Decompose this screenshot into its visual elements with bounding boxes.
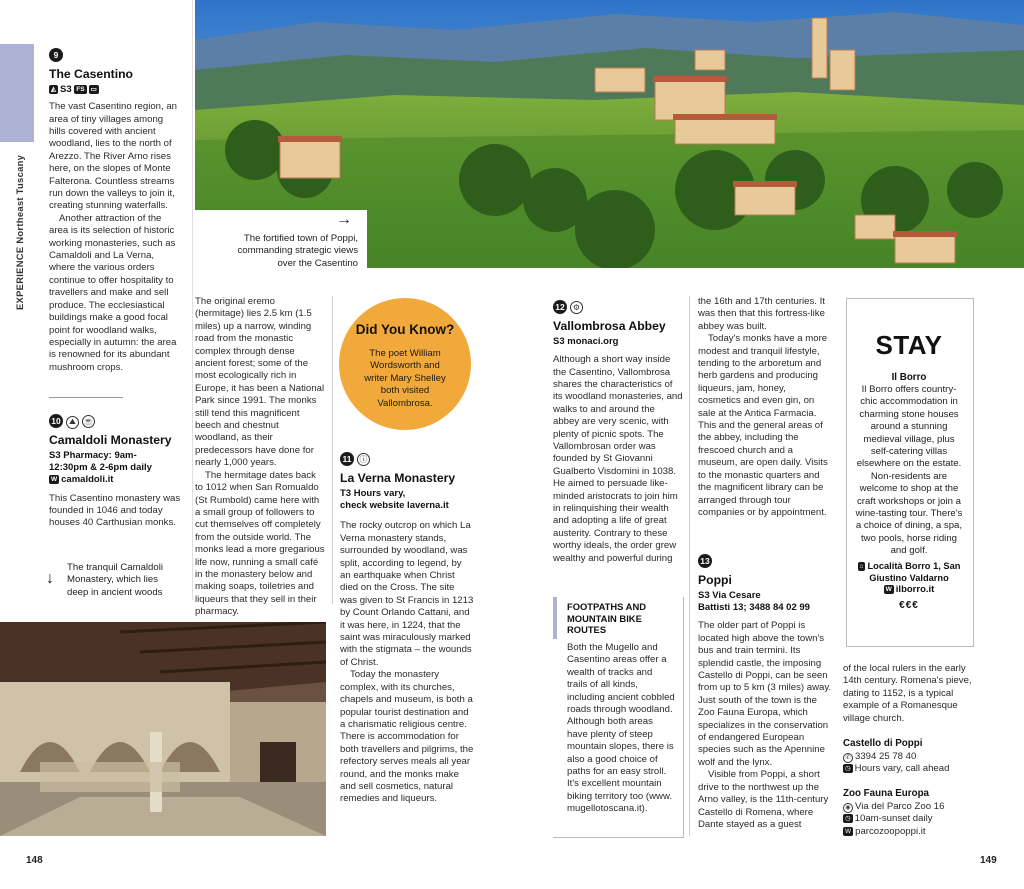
did-you-know-title: Did You Know? (355, 322, 455, 337)
stay-website-link[interactable]: W ilborro.it (885, 584, 935, 595)
stay-price: €€€ (899, 600, 919, 611)
section-label: EXPERIENCE Northeast Tuscany (14, 154, 25, 310)
info-line: 12:30pm & 2-6pm daily (49, 462, 152, 474)
caption-arrow-icon: ↓ (46, 570, 54, 587)
number-badge: 13 (698, 554, 712, 568)
section-title: La Verna Monastery (340, 471, 456, 485)
location-icon: ◉ (843, 803, 853, 813)
coffee-icon: ☕ (83, 417, 94, 426)
caption-arrow-icon: → (336, 211, 352, 228)
page-number-right: 149 (980, 855, 997, 866)
la-verna-section (340, 449, 474, 806)
body-text: The original eremo (hermitage) lies 2.5 km (1.5 miles) up a narrow, winding road from the monastic complex through dense ancient forest; some of the most ecologically rich in Europe, it has been a National Park since 1991. The monks still tend this magnificent beech and chestnut woodland, as their predecessors have done for nearly 1,000 years. The hermitage dates back to 1012 when San Romualdo (St Rumbold) came here with a small group of followers to cut themselves off completely from the outside world. The monks lead a more gregarious life now, running a small café in the monastery below and making soaps, toiletries and liqueurs that they sell in their pharmacy. (195, 296, 325, 618)
section-title: Camaldoli Monastery (49, 433, 172, 447)
body-text: This Casentino monastery was founded in 1046 and today houses 40 Carthusian monks. (49, 492, 181, 529)
side-tab (0, 44, 34, 142)
listing-title: Zoo Fauna Europa (843, 788, 929, 799)
body-text: of the local rulers in the early 14th century. Romena's pieve, dating to 1152, is a typical example of a Romanesque village church. (843, 663, 972, 724)
number-badge: 10 (49, 414, 63, 428)
phone-icon: ✆ (843, 753, 853, 763)
vallombrosa-section (553, 297, 683, 565)
divider (49, 397, 123, 398)
castello-listing (843, 738, 983, 776)
page-number-left: 148 (26, 855, 43, 866)
footpaths-title: FOOTPATHS AND MOUNTAIN BIKE ROUTES (567, 601, 646, 635)
column-rule (192, 0, 193, 600)
stay-text: Il Borro offers country-chic accommodation in charming stone houses around a stunning medieval village, plus self-catering villas elsewhere on the estate. Non-residents are welcome to shop at the craft workshops or join a wine-tasting tour. There's a choice of dining, a spa, two pools, horse riding and golf. (855, 384, 963, 557)
number-badge: 11 (340, 452, 354, 466)
listing-title: Castello di Poppi (843, 738, 923, 749)
section-title: Poppi (698, 573, 732, 587)
phone-info: ✆ 3394 25 78 40 (843, 751, 983, 763)
casentino-section (49, 45, 181, 374)
website-link[interactable]: W parcozoopoppi.it (845, 825, 926, 837)
hours-info: ◷ 10am-sunset daily (845, 813, 933, 825)
camaldoli-section (49, 411, 185, 530)
hours-info: ◷ Hours vary, call ahead (845, 763, 950, 775)
camaldoli-photo (0, 622, 326, 836)
address-info: ◉ Via del Parco Zoo 16 (843, 801, 983, 813)
info-line: Battisti 13; 3488 84 02 99 (698, 602, 810, 614)
bike-icon: ⚙ (570, 301, 583, 314)
website-link[interactable]: check website laverna.it (340, 500, 449, 512)
stay-address: ⌂ Località Borro 1, San Giustino Valdarno (859, 561, 961, 584)
column-rule (689, 296, 690, 836)
stay-name: Il Borro (891, 372, 927, 383)
zoo-listing (843, 788, 983, 838)
footpaths-text: Both the Mugello and Casentino areas offer a wealth of tracks and trails of all kinds, including ancient cobbled roads through woodland. Although both areas have plenty of steep mountain slopes, there is also a good choice of paths for an easy stroll. It's excellent mountain biking territory too (www. mugellotoscana.it). (567, 642, 675, 815)
info-line: S3 monaci.org (553, 336, 619, 347)
website-link[interactable]: W camaldoli.it (51, 474, 114, 486)
info-line: S3 Pharmacy: 9am- (49, 450, 137, 461)
body-text: Although a short way inside the Casentino, Vallombrosa shares the characteristics of its woodland monasteries, and walks to and around the abbey are very scenic, with plenty of picnic spots. The Vallombrosan order was founded by St Giovanni Gualberto Visdomini in 1038. He aimed to persuade like-minded aristocrats to join him in relinquishing their wealth and adopting a life of great austerity. Contrary to these worthy ideals, the order grew wealthy and powerful during (553, 354, 683, 564)
info-line: S3 Via Cesare (698, 590, 761, 601)
stay-title: STAY (875, 330, 943, 360)
photo-caption: The tranquil Camaldoli Monastery, which lies deep in ancient woods (67, 562, 163, 598)
transport-info: ◭ S3 FS ▭ (51, 84, 97, 95)
info-icon: ⓘ (357, 453, 370, 466)
did-you-know-text: The poet William Wordsworth and writer Mary Shelley both visited Vallombrosa. (364, 348, 446, 409)
walking-icon: ⛰ (66, 416, 79, 429)
body-text: The vast Casentino region, an area of tiny villages among hills covered with ancient woodland, lies to the north of Arezzo. The River Arno rises here, on the slopes of Monte Falterona. Countless streams run down the valleys to join it, creating stunning waterfalls. Another attraction of the area is its selection of historic working monasteries, such as Camaldoli and La Verna, where the various orders continue to offer hospitality to travellers and make and sell produce. The ecclesiastical buildings make a good focal point for woodland walks, especially in autumn: the area is renowned for its abundant mushroom crops. (49, 101, 177, 373)
body-text: the 16th and 17th centuries. It was then that this fortress-like abbey was built. Today's monks have a more modest and tranquil lifestyle, tending to the arboretum and herb gardens and producing liqueurs, jam, honey, cosmetics and even gin, on sale at the Antica Farmacia. This and the general areas of the abbey, including the frescoed church and a museum, are open daily. Visits to the monastic quarters and the magnificent library can be arranged through tour companies or by appointment. (698, 296, 828, 518)
section-title: Vallombrosa Abbey (553, 319, 666, 333)
photo-caption: The fortified town of Poppi, commanding strategic views over the Casentino (237, 233, 358, 269)
body-text: The rocky outcrop on which La Verna monastery stands, surrounded by woodland, was split, according to legend, by an earthquake when Christ died on the Cross. The site was given to St Francis in 1213 by Count Orlando Cattani, and it was here, in 1224, that the saint was miraculously marked with the stigmata – the wounds of Christ. Today the monastery complex, with its churches, chapels and museum, is both a popular tourist destination and a charismatic religious centre. There is accommodation for both travellers and pilgrims, the refectory serves meals all year round, and the monks make and sell cosmetics, natural remedies and liqueurs. (340, 520, 474, 805)
info-line: T3 Hours vary, (340, 488, 406, 499)
number-badge: 12 (553, 300, 567, 314)
body-text: The older part of Poppi is located high above the town's bus and train termini. Its splendid castle, the imposing Castello di Poppi, can be seen from up to 5 km (3 miles) away. Just south of the town is the Zoo Fauna Europa, which specializes in the conservation of endangered European species such as the Apennine wolf and the lynx. Visible from Poppi, a short drive to the northwest up the Arno valley, is the 11th-century Castello di Romena, where Dante stayed as a guest (698, 620, 832, 830)
number-badge: 9 (49, 48, 63, 62)
poppi-section (698, 551, 832, 831)
column-rule (332, 296, 333, 604)
section-title: The Casentino (49, 67, 133, 81)
